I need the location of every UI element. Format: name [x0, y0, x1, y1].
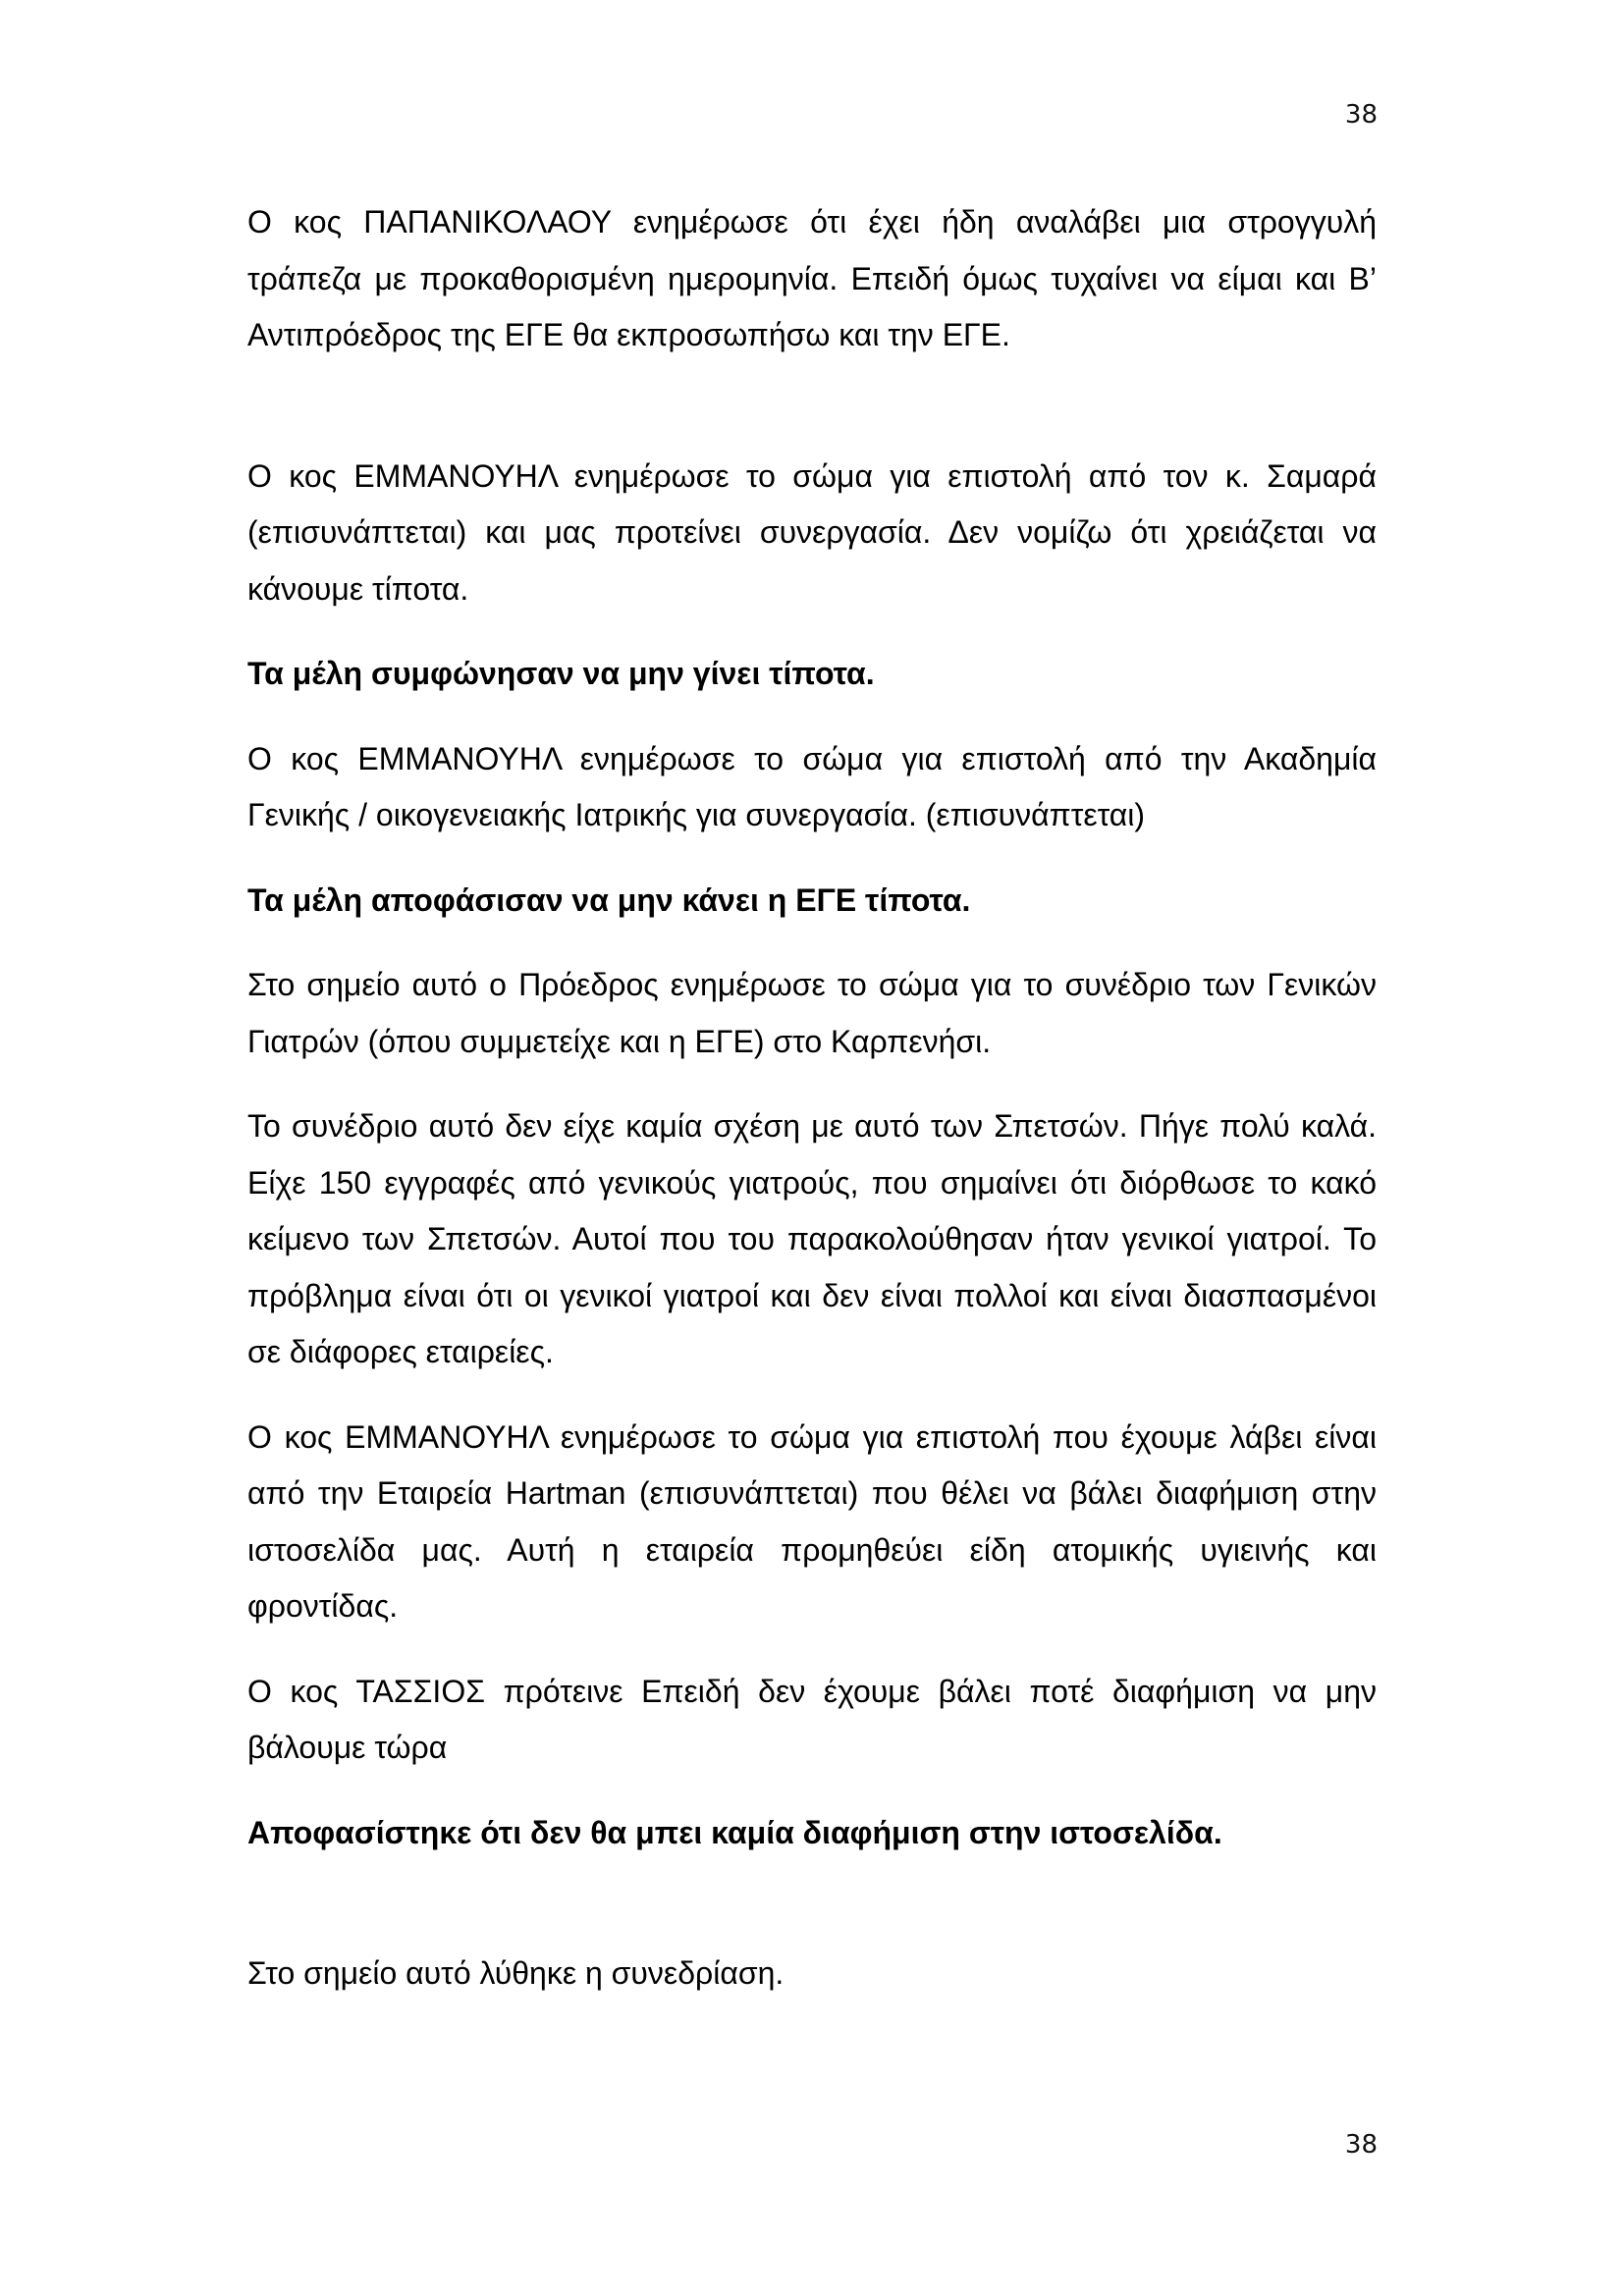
- decision-no-advertising: [247, 1805, 1377, 1862]
- text-line-content: (επισυνάπτεται) και μας προτείνει συνεργασία. Δεν νομίζω ότι χρειάζεται να: [247, 514, 1377, 550]
- text-line: [247, 1410, 1377, 1467]
- text-line-content: Ο κος ΤΑΣΣΙΟΣ πρότεινε Επειδή δεν έχουμε βάλει ποτέ διαφήμιση να μην: [247, 1673, 1377, 1709]
- page-number-header: 38: [1344, 100, 1378, 130]
- text-line: [247, 449, 1377, 506]
- paragraph-emmanouil-samaras-letter: [247, 449, 1377, 618]
- text-line-content: Αποφασίστηκε ότι δεν θα μπει καμία διαφήμιση στην ιστοσελίδα.: [247, 1814, 1222, 1850]
- paragraph-congress-details: [247, 1098, 1377, 1381]
- text-line-content: πρόβλημα είναι ότι οι γενικοί γιατροί και δεν είναι πολλοί και είναι διασπασμένοι: [247, 1277, 1377, 1313]
- text-line-content: Ο κος ΕΜΜΑΝΟΥΗΛ ενημέρωσε το σώμα για επιστολή που έχουμε λάβει είναι: [247, 1418, 1377, 1455]
- text-line-content: ιστοσελίδα μας. Αυτή η εταιρεία προμηθεύει είδη ατομικής υγιεινής και: [247, 1531, 1377, 1568]
- text-line: [247, 1720, 1377, 1777]
- text-line: [247, 307, 1377, 364]
- text-line-content: Γενικής / οικογενειακής Ιατρικής για συνεργασία. (επισυνάπτεται): [247, 797, 1146, 832]
- text-line: [247, 1805, 1377, 1862]
- text-line-content: Αντιπρόεδρος της ΕΓΕ θα εκπροσωπήσω και την ΕΓΕ.: [247, 317, 1010, 352]
- text-line: [247, 1946, 1377, 2002]
- text-line: [247, 561, 1377, 618]
- paragraph-meeting-closed: [247, 1946, 1377, 2002]
- paragraph-emmanouil-academy-letter: [247, 731, 1377, 844]
- text-line: [247, 1268, 1377, 1325]
- text-line: [247, 1324, 1377, 1381]
- text-line: [247, 731, 1377, 788]
- text-line-content: Τα μέλη συμφώνησαν να μην γίνει τίποτα.: [247, 656, 875, 691]
- text-line: [247, 787, 1377, 844]
- text-line: [247, 1155, 1377, 1212]
- text-line: [247, 1098, 1377, 1155]
- text-line-content: από την Εταιρεία Hartman (επισυνάπτεται) που θέλει να βάλει διαφήμιση στην: [247, 1475, 1377, 1511]
- text-line: [247, 1211, 1377, 1268]
- text-line: [247, 957, 1377, 1014]
- paragraph-papanikolaou-round-table: [247, 194, 1377, 364]
- text-line-content: κείμενο των Σπετσών. Αυτοί που του παρακολούθησαν ήταν γενικοί γιατροί. Το: [247, 1221, 1377, 1256]
- text-line: [247, 1466, 1377, 1522]
- text-line: [247, 194, 1377, 251]
- paragraph-emmanouil-hartman-letter: [247, 1410, 1377, 1635]
- paragraph-tassios-proposal: [247, 1664, 1377, 1777]
- decision-ege-does-nothing: [247, 873, 1377, 930]
- text-line-content: τράπεζα με προκαθορισμένη ημερομηνία. Επειδή όμως τυχαίνει να είμαι και Β’: [247, 260, 1377, 296]
- text-line-content: κάνουμε τίποτα.: [247, 570, 469, 607]
- paragraph-president-congress: [247, 957, 1377, 1070]
- document-body: [247, 194, 1377, 2031]
- text-line-content: Το συνέδριο αυτό δεν είχε καμία σχέση με αυτό των Σπετσών. Πήγε πολύ καλά.: [247, 1108, 1377, 1144]
- text-line-content: βάλουμε τώρα: [247, 1730, 448, 1765]
- text-line-content: φροντίδας.: [247, 1588, 399, 1624]
- text-line: [247, 1014, 1377, 1071]
- text-line-content: Είχε 150 εγγραφές από γενικούς γιατρούς, που σημαίνει ότι διόρθωσε το κακό: [247, 1164, 1377, 1201]
- page-number-footer: 38: [1344, 2130, 1378, 2160]
- text-line-content: Γιατρών (όπου συμμετείχε και η ΕΓΕ) στο Καρπενήσι.: [247, 1023, 992, 1059]
- text-line-content: Ο κος ΠΑΠΑΝΙΚΟΛΑΟΥ ενημέρωσε ότι έχει ήδη αναλάβει μια στρογγυλή: [247, 204, 1377, 240]
- text-line-content: Στο σημείο αυτό λύθηκε η συνεδρίαση.: [247, 1955, 785, 1991]
- text-line: [247, 873, 1377, 930]
- text-line-content: Στο σημείο αυτό ο Πρόεδρος ενημέρωσε το σώμα για το συνέδριο των Γενικών: [247, 967, 1377, 1002]
- text-line: [247, 1664, 1377, 1721]
- text-line-content: σε διάφορες εταιρείες.: [247, 1334, 554, 1369]
- text-line: [247, 505, 1377, 561]
- text-line: [247, 251, 1377, 308]
- text-line-content: Ο κος ΕΜΜΑΝΟΥΗΛ ενημέρωσε το σώμα για επιστολή από την Ακαδημία: [247, 740, 1377, 776]
- text-line: [247, 646, 1377, 703]
- text-line-content: Τα μέλη αποφάσισαν να μην κάνει η ΕΓΕ τίποτα.: [247, 881, 971, 918]
- text-line-content: Ο κος ΕΜΜΑΝΟΥΗΛ ενημέρωσε το σώμα για επιστολή από τον κ. Σαμαρά: [247, 457, 1377, 494]
- text-line: [247, 1578, 1377, 1635]
- text-line: [247, 1522, 1377, 1579]
- decision-members-agreed-nothing: [247, 646, 1377, 703]
